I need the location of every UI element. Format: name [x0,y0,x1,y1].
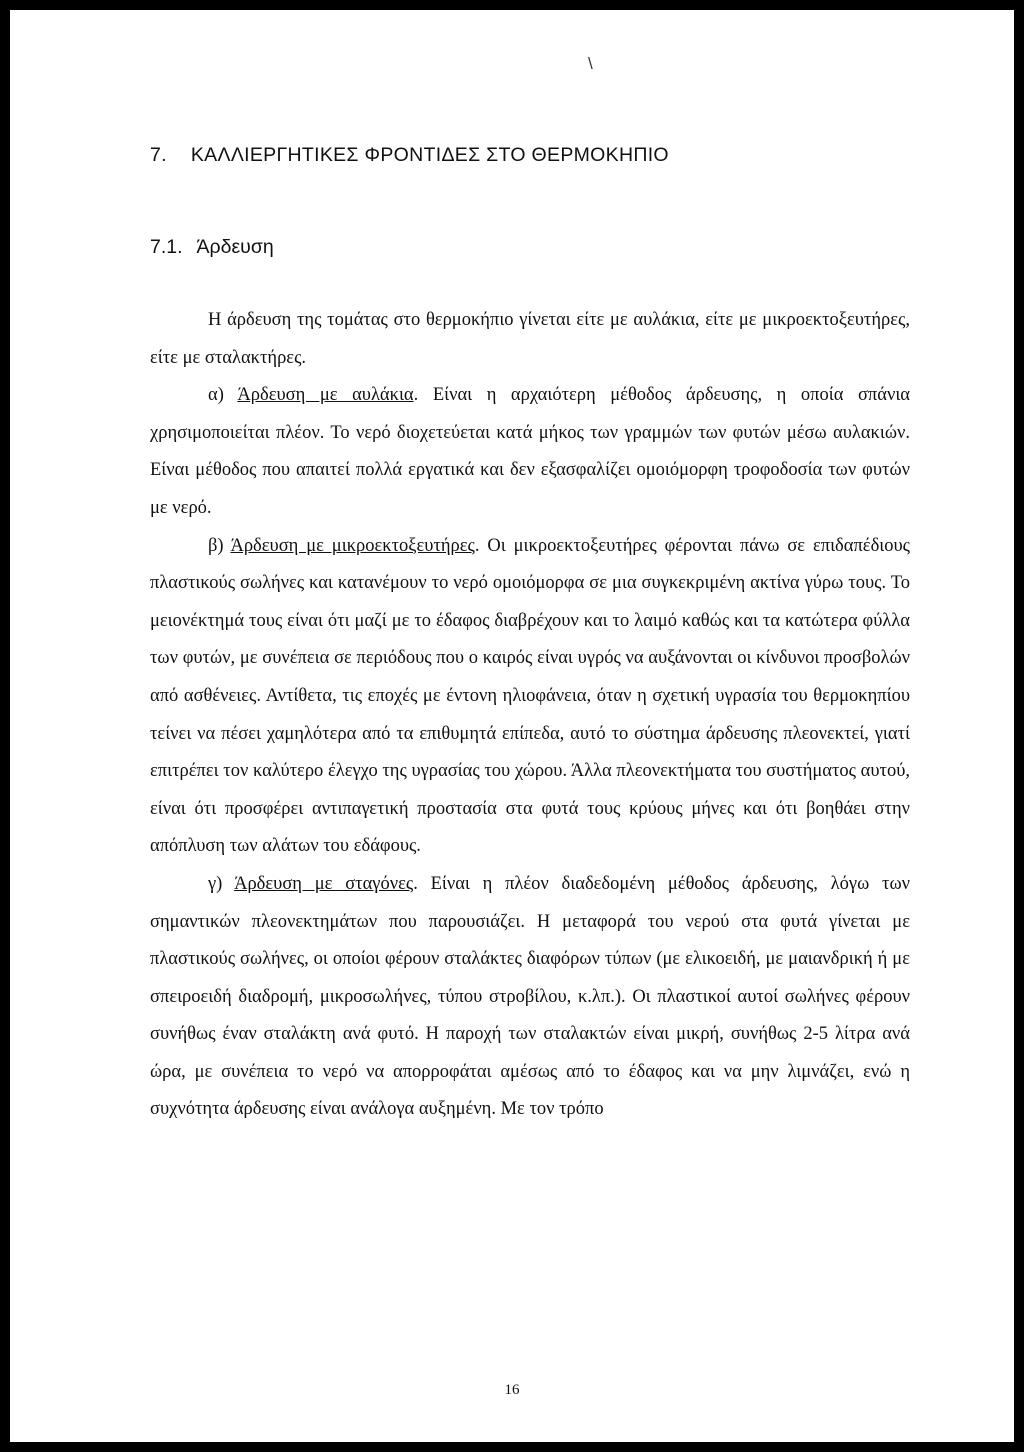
paragraph-c-label: γ) [208,873,223,894]
paragraph-b [150,528,910,866]
paragraph-c-term: Άρδευση με σταγόνες [234,873,414,894]
document-page [10,10,1014,1442]
section-heading [150,144,669,167]
paragraph-intro: Η άρδευση της τομάτας στο θερμοκήπιο γίνεται είτε με αυλάκια, είτε με μικροεκτοξευτήρες, είτε με σταλακτήρες. [150,310,910,368]
paragraph-c [150,866,910,1129]
paragraph-a-text: . Είναι η αρχαιότερη μέθοδος άρδευσης, η οποία σπάνια χρησιμοποιείται πλέον. Το νερό διοχετεύεται κατά μήκος των γραμμών των φυτών μέσω αυλακιών. Είναι μέθοδος που απαιτεί πολλά εργατικά και δεν εξασφαλίζει ομοιόμορφη τροφοδοσία των φυτών με νερό. [150,385,910,518]
subsection-heading [150,236,274,259]
paragraph-a-label: α) [208,385,224,406]
subsection-title: Άρδευση [196,236,274,258]
corner-mark: \ [588,54,593,73]
paragraph-b-label: β) [208,535,224,556]
paragraph-c-text: . Είναι η πλέον διαδεδομένη μέθοδος άρδευσης, λόγω των σημαντικών πλεονεκτημάτων που παρουσιάζει. Η μεταφορά του νερού στα φυτά γίνεται με πλαστικούς σωλήνες, οι οποίοι φέρουν σταλάκτες διαφόρων τύπων (με ελικοειδή, με μαιανδρική ή με σπειροειδή διαδρομή, μικροσωλήνες, τύπου στροβίλου, κ.λπ.). Οι πλαστικοί αυτοί σωλήνες φέρουν συνήθως έναν σταλάκτη ανά φυτό. Η παροχή των σταλακτών είναι μικρή, συνήθως 2-5 λίτρα ανά ώρα, με συνέπεια το νερό να απορροφάται αμέσως από το έδαφος και να μην λιμνάζει, ενώ η συχνότητα άρδευσης είναι ανάλογα αυξημένη. Με τον τρόπο [150,873,910,1120]
body-text [150,302,910,1129]
paragraph-b-term: Άρδευση με μικροεκτοξευτήρες [230,535,475,556]
paragraph-a [150,377,910,527]
page-number: 16 [504,1382,520,1398]
paragraph-a-term: Άρδευση με αυλάκια [237,385,414,406]
section-number: 7. [150,144,167,166]
subsection-number: 7.1. [150,236,183,258]
paragraph-b-text: . Οι μικροεκτοξευτήρες φέρονται πάνω σε επιδαπέδιους πλαστικούς σωλήνες και κατανέμουν το νερό ομοιόμορφα σε μια συγκεκριμένη ακτίνα γύρω τους. Το μειονέκτημά τους είναι ότι μαζί με το έδαφος διαβρέχουν και το λαιμό καθώς και τα κατώτερα φύλλα των φυτών, με συνέπεια σε περιόδους που ο καιρός είναι υγρός να αυξάνονται οι κίνδυνοι προσβολών από ασθένειες. Αντίθετα, τις εποχές με έντονη ηλιοφάνεια, όταν η σχετική υγρασία του θερμοκηπίου τείνει να πέσει χαμηλότερα από τα επιθυμητά επίπεδα, αυτό το σύστημα άρδευσης πλεονεκτεί, γιατί επιτρέπει τον καλύτερο έλεγχο της υγρασίας του χώρου. Άλλα πλεονεκτήματα του συστήματος αυτού, είναι ότι προσφέρει αντιπαγετική προστασία στα φυτά τους κρύους μήνες και ότι βοηθάει στην απόπλυση των αλάτων του εδάφους. [150,535,910,857]
section-title: ΚΑΛΛΙΕΡΓΗΤΙΚΕΣ ΦΡΟΝΤΙΔΕΣ ΣΤΟ ΘΕΡΜΟΚΗΠΙΟ [190,144,669,166]
